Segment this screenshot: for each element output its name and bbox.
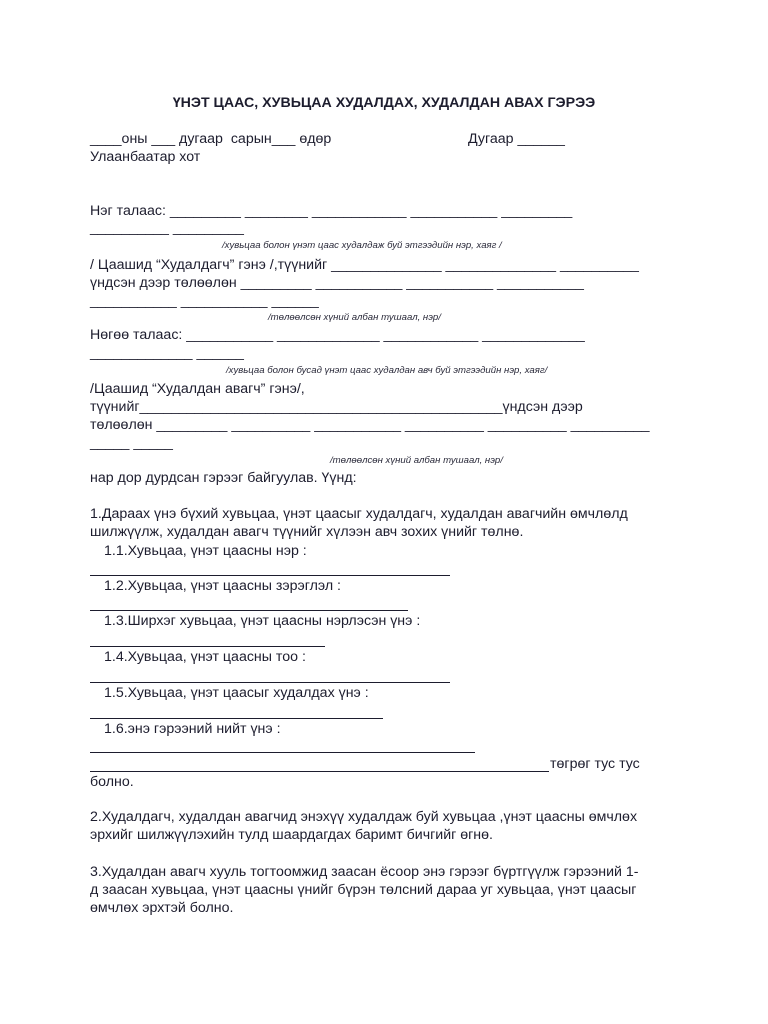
currency-suffix: төгрөг тус тус — [550, 756, 640, 772]
buyer-note: /хувьцаа болон бусад үнэт цаас худалдан авч буй этгээдийн нэр, хаяг/ — [226, 365, 548, 376]
item-1-2: 1.2.Хувьцаа, үнэт цаасны зэрэглэл : — [104, 578, 342, 594]
item-1-4: 1.4.Хувьцаа, үнэт цаасны тоо : — [104, 649, 306, 665]
buyer-line-2: түүнийг______________________________________________үндсэн дээр — [90, 399, 583, 415]
seller-line-3: ___________ ___________ ______ — [90, 293, 319, 309]
item-1-6: 1.6.энэ гэрээний нийт үнэ : — [104, 721, 281, 737]
item-1-3: 1.3.Ширхэг хувьцаа, үнэт цаасны нэрлэсэн үнэ : — [104, 613, 421, 629]
seller-note: /хувьцаа болон үнэт цаас худалдаж буй этгээдийн нэр, хаяг / — [222, 240, 502, 251]
item-1-1: 1.1.Хувьцаа, үнэт цаасны нэр : — [104, 543, 307, 559]
city: Улаанбаатар хот — [90, 149, 201, 165]
clause-2-line-1: 2.Худалдагч, худалдан авагчид энэхүү худалдаж буй хувьцаа ,үнэт цаасны өмчлөх — [90, 809, 638, 825]
agreement-line: нар дор дурдсан гэрээг байгуулав. Үүнд: — [90, 470, 357, 486]
first-side-cont: __________ _________ — [90, 220, 244, 236]
clause-3-line-3: өмчлөх эрхтэй болно. — [90, 900, 234, 916]
seller-line-2: үндсэн дээр төлөөлөн _________ ___________ ___________ ___________ — [90, 275, 584, 291]
contract-number: Дугаар ______ — [468, 131, 565, 147]
item-1-3-blank — [90, 646, 325, 647]
second-side-cont: _____________ ______ — [90, 345, 244, 361]
buyer-line-1: /Цаашид “Худалдан авагч” гэнэ/, — [90, 381, 305, 397]
second-side-line: Нөгөө талаас: ___________ _____________ ____________ _____________ — [90, 327, 585, 343]
rep-note-1: /төлөөлсөн хүний албан тушаал, нэр/ — [268, 312, 441, 323]
clause-3-line-2: д заасан хувьцаа, үнэт цаасны үнийг бүрэн төлсний дараа уг хувьцаа, үнэт цаасыг — [90, 882, 637, 898]
item-1-1-blank — [90, 575, 450, 576]
rep-note-2: /төлөөлсөн хүний албан тушаал, нэр/ — [330, 455, 503, 466]
clause-1-line-1: 1.Дараах үнэ бүхий хувьцаа, үнэт цаасыг худалдагч, худалдан авагчийн өмчлөлд — [90, 506, 628, 522]
seller-line-1: / Цаашид “Худалдагч” гэнэ /,түүнийг ______________ ______________ __________ — [90, 257, 639, 273]
clause-3-line-1: 3.Худалдан авагч хууль тогтоомжид заасан ёсоор энэ гэрээг бүртгүүлж гэрээний 1- — [90, 864, 639, 880]
item-1-5: 1.5.Хувьцаа, үнэт цаасыг худалдах үнэ : — [104, 685, 369, 701]
buyer-line-3: төлөөлөн _________ __________ ___________ __________ __________ __________ — [90, 417, 650, 433]
buyer-line-4: _____ _____ — [90, 435, 173, 451]
first-side-line: Нэг талаас: _________ ________ ____________ ___________ _________ — [90, 203, 573, 219]
total-words-blank — [90, 771, 549, 772]
item-1-4-blank — [90, 682, 450, 683]
clause-2-line-2: эрхийг шилжүүлэхийн тулд шаардагдах баримт бичгийг өгнө. — [90, 827, 493, 843]
document-title: ҮНЭТ ЦААС, ХУВЬЦАА ХУДАЛДАХ, ХУДАЛДАН АВАХ ГЭРЭЭ — [172, 95, 596, 111]
item-1-5-blank — [90, 718, 383, 719]
item-1-2-blank — [90, 610, 408, 611]
currency-end: болно. — [90, 774, 134, 790]
clause-1-line-2: шилжүүлж, худалдан авагч түүнийг хүлээн авч зохих үнийг төлнө. — [90, 524, 524, 540]
date-line: ____оны ___ дугаар сарын___ өдөр — [90, 131, 332, 147]
item-1-6-blank — [90, 752, 475, 753]
